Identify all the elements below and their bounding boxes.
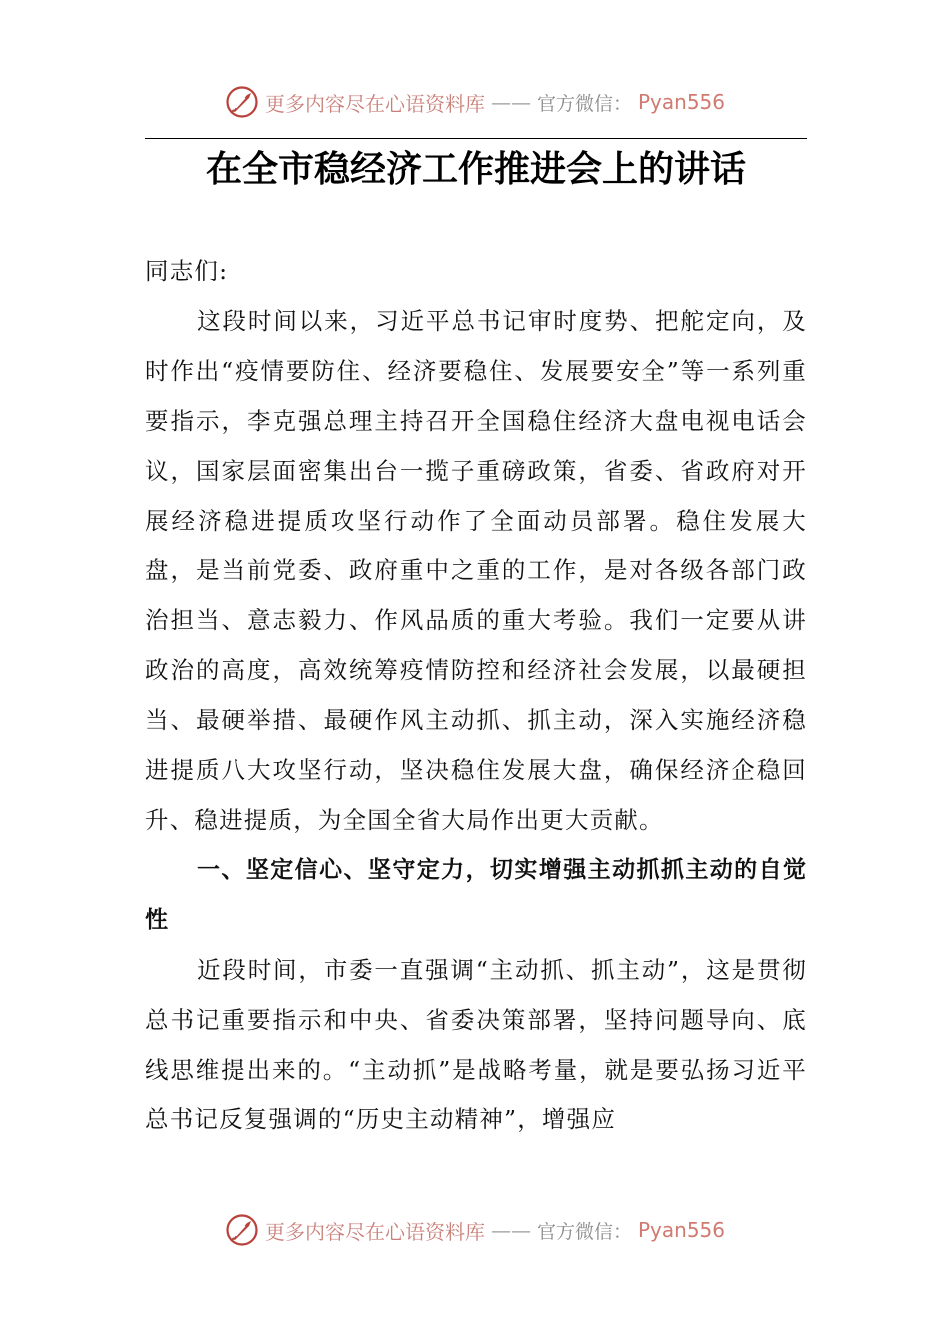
salutation: 同志们: bbox=[145, 257, 229, 285]
footer-watermark bbox=[0, 1210, 950, 1250]
quill-pen-logo-icon bbox=[225, 1213, 259, 1247]
watermark-text: 更多内容尽在心语资料库 bbox=[264, 1219, 485, 1244]
watermark-contact-label: 官方微信： bbox=[536, 1220, 632, 1243]
section-heading: 一、坚定信心、坚守定力，切实增强主动抓抓主动的自觉性 bbox=[145, 856, 807, 933]
document-body bbox=[145, 247, 807, 1145]
watermark-contact-id: Pyan556 bbox=[638, 90, 726, 114]
watermark-contact-id: Pyan556 bbox=[638, 1218, 726, 1242]
body-paragraph: 这段时间以来，习近平总书记审时度势、把舵定向，及时作出“疫情要防住、经济要稳住、发展要安全”等一系列重要指示，李克强总理主持召开全国稳住经济大盘电视电话会议，国家层面密集出台一揽子重磅政策，省委、省政府对开展经济稳进提质攻坚行动作了全面动员部署。稳住发展大盘，是当前党委、政府重中之重的工作，是对各级各部门政治担当、意志毅力、作风品质的重大考验。我们一定要从讲政治的高度，高效统筹疫情防控和经济社会发展，以最硬担当、最硬举措、最硬作风主动抓、抓主动，深入实施经济稳进提质八大攻坚行动，坚决稳住发展大盘，确保经济企稳回升、稳进提质，为全国全省大局作出更大贡献。 bbox=[145, 306, 807, 834]
watermark-contact-label: 官方微信： bbox=[536, 92, 632, 115]
document-title: 在全市稳经济工作推进会上的讲话 bbox=[205, 148, 746, 190]
header-watermark bbox=[0, 82, 950, 122]
body-paragraph: 近段时间，市委一直强调“主动抓、抓主动”，这是贯彻总书记重要指示和中央、省委决策部署，坚持问题导向、底线思维提出来的。“主动抓”是战略考量，就是要弘扬习近平总书记反复强调的“历史主动精神”，增强应 bbox=[145, 955, 807, 1134]
watermark-text: 更多内容尽在心语资料库 bbox=[264, 91, 485, 116]
header-divider bbox=[145, 138, 807, 139]
watermark-dash: —— bbox=[490, 1218, 531, 1242]
watermark-dash: —— bbox=[490, 90, 531, 114]
quill-pen-logo-icon bbox=[225, 85, 259, 119]
